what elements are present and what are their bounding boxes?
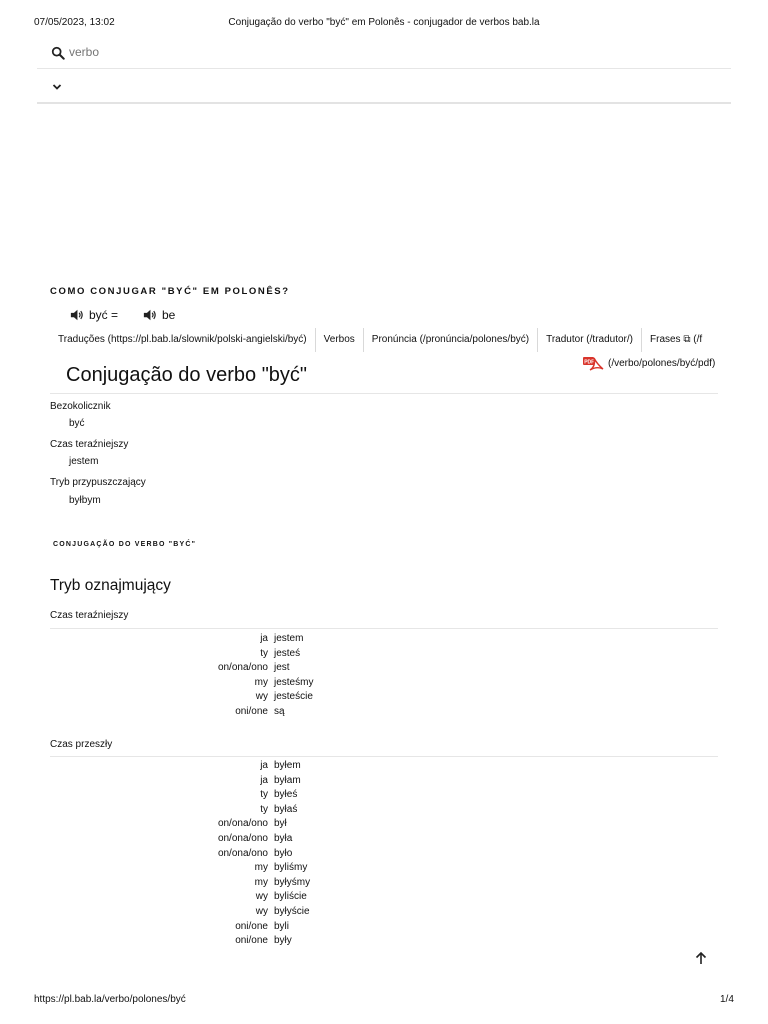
table-row: on/ona/ono było: [217, 847, 293, 859]
page-title: Conjugação do verbo "być": [66, 364, 308, 386]
pdf-icon: [582, 354, 604, 372]
table-row: on/ona/ono był: [217, 818, 287, 830]
pdf-link-text[interactable]: (/verbo/polones/być/pdf): [608, 357, 716, 369]
pronunciation-source[interactable]: [70, 308, 118, 322]
table-row: on/ona/ono jest: [217, 662, 290, 674]
tab-phrases[interactable]: Frases ⧉ (/f: [650, 334, 703, 345]
search-input[interactable]: [69, 45, 369, 59]
table-row: my jesteśmy: [254, 676, 314, 688]
print-doc-title: Conjugação do verbo "być" em Polonês - conjugador de verbos bab.la: [228, 17, 540, 28]
form-label: Bezokolicznik: [50, 401, 111, 412]
tense-title: Czas teraźniejszy: [50, 610, 129, 621]
chevron-down-icon[interactable]: [51, 81, 63, 93]
speaker-icon[interactable]: [143, 308, 157, 322]
table-row: ja byłem: [260, 760, 301, 771]
tab-translations[interactable]: Traduções (https://pl.bab.la/slownik/polski-angielski/być): [50, 328, 316, 352]
form-value: jestem: [69, 456, 99, 467]
form-value: byłbym: [69, 495, 101, 506]
section-heading: COMO CONJUGAR "BYĆ" EM POLONÊS?: [50, 286, 290, 297]
table-row: ty byłeś: [260, 789, 298, 801]
print-date: 07/05/2023, 13:02: [34, 17, 115, 28]
tab-translator[interactable]: Tradutor (/tradutor/): [538, 328, 642, 352]
table-row: oni/one są: [235, 706, 285, 717]
form-value: być: [69, 418, 85, 429]
arrow-up-icon[interactable]: [694, 951, 708, 965]
table-row: oni/one były: [235, 935, 292, 947]
table-row: wy byliście: [255, 891, 307, 903]
divider: [50, 628, 718, 629]
search-bar: [37, 38, 731, 69]
tense-title: Czas przeszły: [50, 739, 113, 750]
table-row: my byłyśmy: [254, 876, 311, 888]
table-row: my byliśmy: [254, 862, 308, 874]
svg-text:PDF: PDF: [584, 359, 595, 366]
divider: [50, 393, 718, 394]
form-label: Czas teraźniejszy: [50, 439, 129, 450]
print-page-number: 1/4: [720, 994, 734, 1005]
divider: [50, 756, 718, 757]
table-row: wy jesteście: [255, 691, 313, 703]
nav-tabs: [50, 328, 718, 352]
form-label: Tryb przypuszczający: [50, 477, 146, 488]
table-row: ty byłaś: [260, 803, 298, 815]
print-url: https://pl.bab.la/verbo/polones/być: [34, 994, 186, 1005]
pronunciation-target-text: be: [162, 308, 176, 322]
pdf-link[interactable]: [582, 354, 715, 372]
dropdown-row: [37, 70, 731, 104]
tab-pronunciation[interactable]: Pronúncia (/pronúncia/polones/być): [364, 328, 538, 352]
speaker-icon[interactable]: [70, 308, 84, 322]
table-row: ja byłam: [260, 774, 301, 786]
mood-title: Tryb oznajmujący: [50, 577, 171, 594]
pronunciation-source-text: być =: [89, 308, 119, 322]
pronunciation-target[interactable]: [143, 308, 175, 322]
table-row: oni/one byli: [235, 920, 290, 932]
conjugation-heading: CONJUGAÇÃO DO VERBO "BYĆ": [53, 541, 197, 548]
table-row: ja jestem: [260, 633, 304, 644]
tab-verbs[interactable]: Verbos: [316, 328, 364, 352]
table-row: wy byłyście: [255, 906, 310, 917]
table-row: on/ona/ono była: [217, 833, 293, 844]
table-row: ty jesteś: [260, 647, 301, 659]
search-icon[interactable]: [51, 46, 65, 60]
